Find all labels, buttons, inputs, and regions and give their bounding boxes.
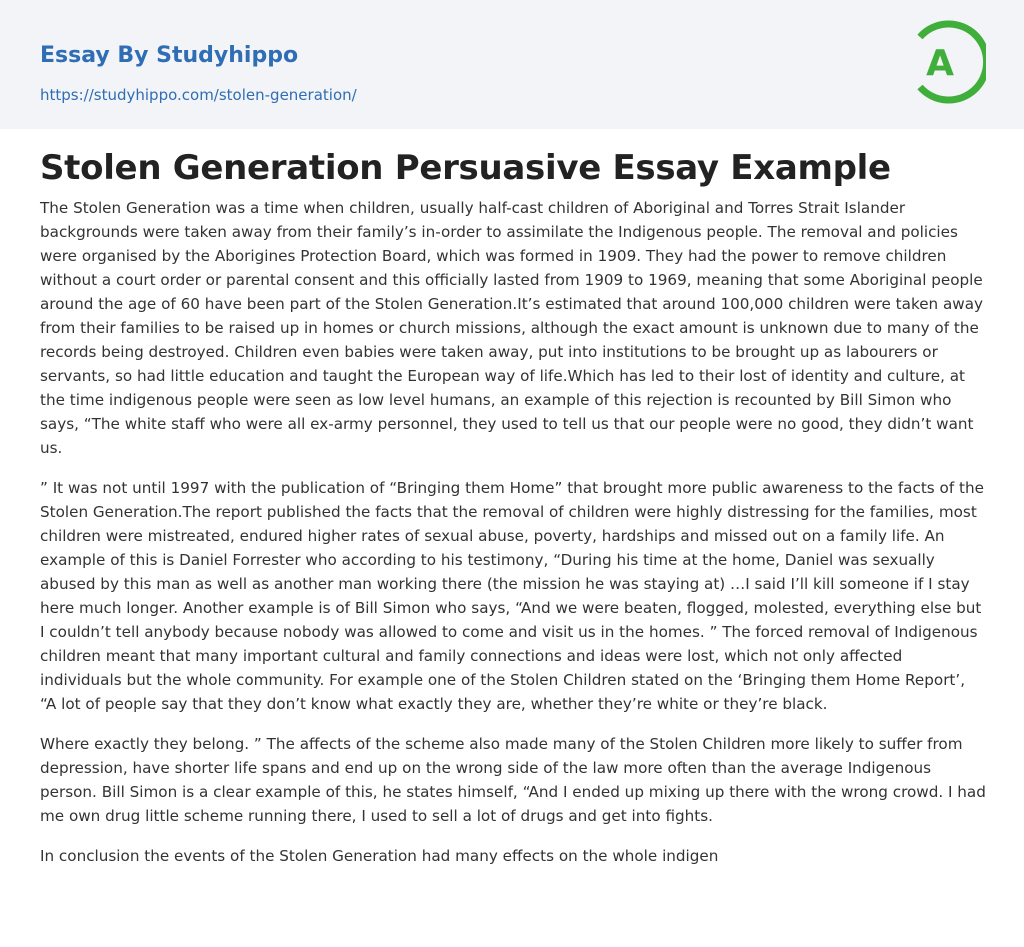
brand-title: Essay By Studyhippo — [40, 43, 299, 68]
essay-paragraph: The Stolen Generation was a time when children, usually half-cast children of Aboriginal and Torres Strait Islander backgrounds were taken away from their family’s in-order to assimilate the Indigenous people. The removal and policies were organised by the Aborigines Protection Board, which was formed in 1909. They had the power to remove children without a court order or parental consent and this officially lasted from 1909 to 1969, meaning that some Aboriginal people around the age of 60 have been part of the Stolen Generation.It’s estimated that around 100,000 children were taken away from their families to be raised up in homes or church missions, although the exact amount is unknown due to many of the records being destroyed. Children even babies were taken away, put into institutions to be brought up as labourers or servants, so had little education and taught the European way of life.Which has led to their lost of identity and culture, at the time indigenous people were seen as low level humans, an example of this rejection is recounted by Bill Simon who says, “The white staff who were all ex-army personnel, they used to tell us that our people were no good, they didn’t want us. — [40, 199, 984, 457]
logo-letter: A — [926, 43, 954, 84]
studyhippo-logo-icon[interactable] — [912, 19, 986, 105]
essay-paragraph: ” It was not until 1997 with the publication of “Bringing them Home” that brought more public awareness to the facts of the Stolen Generation.The report published the facts that the removal of children were highly distressing for the families, most children were mistreated, endured higher rates of sexual abuse, poverty, hardships and missed out on a family life. An example of this is Daniel Forrester who according to his testimony, “During his time at the home, Daniel was sexually abused by this man as well as another man working there (the mission he was staying at) …I said I’ll kill someone if I stay here much longer. Another example is of Bill Simon who says, “And we were beaten, flogged, molested, everything else but I couldn’t tell anybody because nobody was allowed to come and visit us in the homes. ” The forced removal of Indigenous children meant that many important cultural and family connections and ideas were lost, which not only affected individuals but the whole community. For example one of the Stolen Children stated on the ‘Bringing them Home Report’, “A lot of people say that they don’t know what exactly they are, whether they’re white or they’re black. — [40, 479, 984, 713]
page-title: Stolen Generation Persuasive Essay Example — [40, 148, 891, 188]
essay-paragraph: In conclusion the events of the Stolen Generation had many effects on the whole indigen — [40, 847, 719, 865]
essay-paragraph: Where exactly they belong. ” The affects of the scheme also made many of the Stolen Children more likely to suffer from depression, have shorter life spans and end up on the wrong side of the law more often than the average Indigenous person. Bill Simon is a clear example of this, he states himself, “And I ended up mixing up there with the wrong crowd. I had me own drug little scheme running there, I used to sell a lot of drugs and get into fights. — [40, 735, 986, 825]
essay-body — [40, 196, 986, 884]
essay-url-link[interactable]: https://studyhippo.com/stolen-generation/ — [40, 86, 357, 104]
